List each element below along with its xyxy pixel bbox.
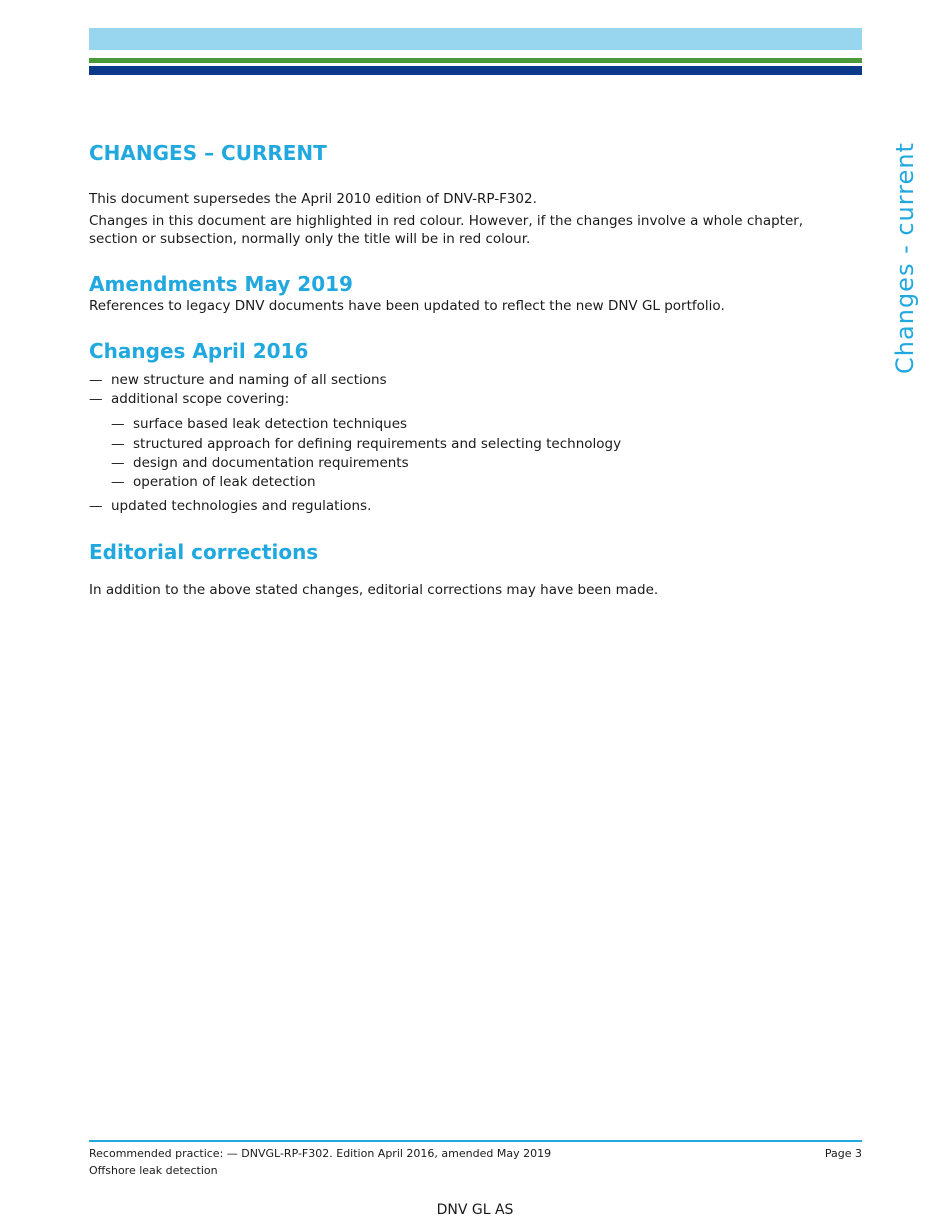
amendments-heading: Amendments May 2019: [89, 272, 353, 296]
list-item-text: new structure and naming of all sections: [111, 372, 387, 388]
dash-bullet: —: [89, 372, 103, 388]
dash-bullet: —: [111, 455, 125, 471]
list-item: [89, 390, 289, 408]
dash-bullet: —: [89, 391, 103, 407]
footer-document-title: Offshore leak detection: [89, 1164, 218, 1177]
dash-bullet: —: [111, 416, 125, 432]
list-item-text: updated technologies and regulations.: [111, 498, 372, 514]
list-item: [89, 371, 387, 389]
intro-paragraph-1: This document supersedes the April 2010 edition of DNV-RP-F302.: [89, 191, 537, 207]
list-item-text: additional scope covering:: [111, 391, 290, 407]
sub-list-item: [111, 435, 621, 453]
sub-list-item-text: structured approach for defining requirements and selecting technology: [133, 436, 622, 452]
side-tab-label: Changes - current: [891, 141, 919, 374]
intro-paragraph-2: Changes in this document are highlighted in red colour. However, if the changes involve a whole chapter, section or subsection, normally only the title will be in red colour.: [89, 213, 804, 247]
sub-list-item-text: surface based leak detection techniques: [133, 416, 408, 432]
side-section-tab: [885, 141, 925, 374]
footer-document-reference: Recommended practice: — DNVGL-RP-F302. Edition April 2016, amended May 2019: [89, 1147, 552, 1160]
sub-list-item: [111, 454, 409, 472]
footer-page-number: Page 3: [824, 1147, 862, 1160]
dash-bullet: —: [111, 474, 125, 490]
header-band-navy: [89, 66, 862, 75]
editorial-heading: Editorial corrections: [89, 540, 319, 564]
company-name: DNV GL AS: [436, 1202, 514, 1218]
header-band-light: [89, 28, 862, 50]
footer-rule: [89, 1140, 862, 1142]
sub-list-item: [111, 473, 316, 491]
list-item: [89, 497, 371, 515]
editorial-text: In addition to the above stated changes, editorial corrections may have been made.: [89, 582, 659, 598]
sub-list-item: [111, 415, 407, 433]
amendments-text: References to legacy DNV documents have been updated to reflect the new DNV GL portfolio.: [89, 298, 725, 314]
sub-list-item-text: design and documentation requirements: [133, 455, 409, 471]
header-band-green: [89, 58, 862, 63]
sub-list-item-text: operation of leak detection: [133, 474, 316, 490]
dash-bullet: —: [89, 498, 103, 514]
dash-bullet: —: [111, 436, 125, 452]
changes-2016-heading: Changes April 2016: [89, 339, 309, 363]
page-title: CHANGES – CURRENT: [89, 141, 327, 165]
